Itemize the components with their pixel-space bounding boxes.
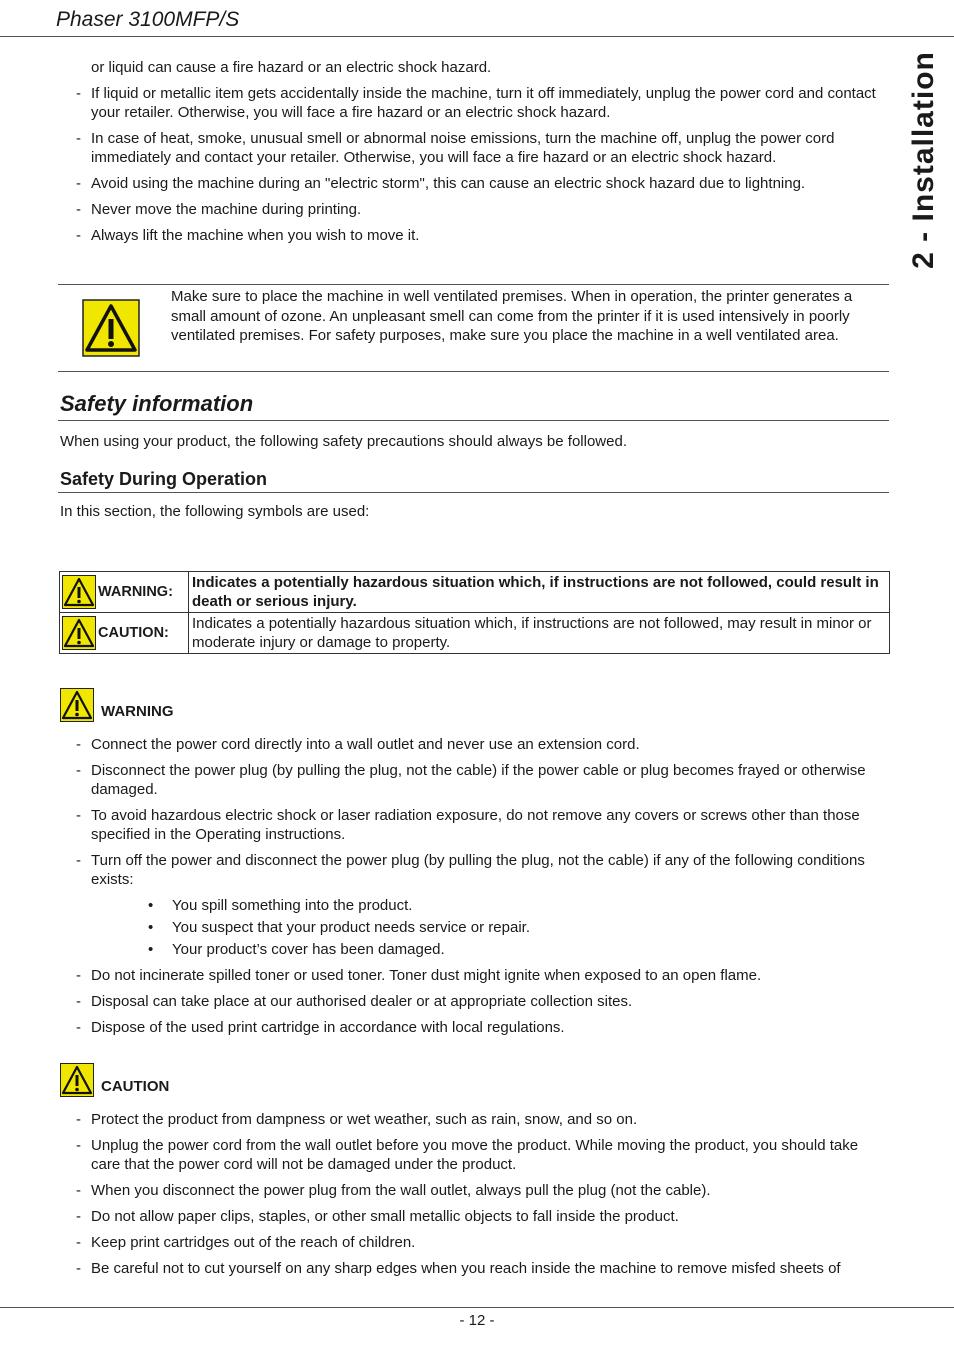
subheading-divider (58, 492, 889, 493)
footer-divider (0, 1307, 954, 1308)
symbols-table (59, 571, 890, 654)
list-item: - Protect the product from dampness or wet weather, such as rain, snow, and so on. (76, 1111, 638, 1128)
list-item: - Dispose of the used print cartridge in accordance with local regulations. (76, 1019, 565, 1036)
safety-intro-text: When using your product, the following safety precautions should always be followed. (60, 433, 627, 450)
list-item: - Connect the power cord directly into a wall outlet and never use an extension cord. (76, 736, 640, 753)
list-item: - Keep print cartridges out of the reach of children. (76, 1234, 416, 1251)
symbol-description: Indicates a potentially hazardous situation which, if instructions are not followed, may result in minor or moderate injury or damage to property. (189, 613, 890, 654)
list-item: - Do not allow paper clips, staples, or other small metallic objects to fall inside the product. (76, 1208, 679, 1225)
list-item: - Never move the machine during printing. (76, 201, 362, 218)
list-item: - Avoid using the machine during an "electric storm", this can cause an electric shock hazard due to lightning. (76, 175, 806, 192)
warning-triangle-icon (60, 688, 94, 722)
warning-section-label: WARNING (101, 703, 174, 720)
warning-triangle-icon (62, 575, 96, 609)
symbol-label: CAUTION: (98, 625, 169, 641)
list-item: - When you disconnect the power plug from the wall outlet, always pull the plug (not the cable). (76, 1182, 711, 1199)
sub-list-item: • Your product’s cover has been damaged. (148, 941, 445, 958)
list-item: - In case of heat, smoke, unusual smell or abnormal noise emissions, turn the machine off, unplug the power cord immediately and contact your retailer. Otherwise, you will face a fire hazard or an electric shock hazard. (76, 130, 835, 166)
table-row (60, 572, 890, 613)
list-item: - Disconnect the power plug (by pulling the plug, not the cable) if the power cable or plug becomes frayed or otherwise damaged. (76, 762, 866, 798)
list-item: - If liquid or metallic item gets accidentally inside the machine, turn it off immediately, unplug the power cord and contact your retailer. Otherwise, you will face a fire hazard or an electric shock hazard. (76, 85, 876, 121)
sub-list-item: • You spill something into the product. (148, 897, 413, 914)
symbol-label-cell (60, 572, 189, 613)
symbol-label-cell (60, 613, 189, 654)
list-item: - Do not incinerate spilled toner or used toner. Toner dust might ignite when exposed to an open flame. (76, 967, 762, 984)
symbols-intro-text: In this section, the following symbols are used: (60, 503, 370, 520)
subsection-heading-safety-during-operation: Safety During Operation (60, 469, 268, 489)
table-row (60, 613, 890, 654)
warning-list (76, 735, 891, 1044)
caution-section-header (60, 1063, 169, 1097)
list-item-continuation: or liquid can cause a fire hazard or an electric shock hazard. (91, 59, 492, 76)
header-divider (0, 36, 954, 37)
ventilation-note-box (58, 284, 889, 372)
symbol-description: Indicates a potentially hazardous situation which, if instructions are not followed, could result in death or serious injury. (189, 572, 890, 613)
symbol-label: WARNING: (98, 584, 173, 600)
caution-triangle-icon (60, 1063, 94, 1097)
warning-section-header (60, 688, 174, 722)
list-item: - Disposal can take place at our authorised dealer or at appropriate collection sites. (76, 993, 633, 1010)
intro-hazard-list (76, 58, 891, 252)
ventilation-note-text: Make sure to place the machine in well ventilated premises. When in operation, the printer generates a small amount of ozone. An unpleasant smell can come from the printer if it is used intensively in poorly ventilated premises. For safety purposes, make sure you place the machine in a well ventilated area. (171, 288, 853, 344)
list-item: - To avoid hazardous electric shock or laser radiation exposure, do not remove any covers or screws other than those specified in the Operating instructions. (76, 807, 860, 843)
list-item: - Unplug the power cord from the wall outlet before you move the product. While moving the product, you should take care that the power cord will not be damaged under the product. (76, 1137, 859, 1173)
list-item: - Turn off the power and disconnect the power plug (by pulling the plug, not the cable) if any of the following conditions exists: (76, 852, 865, 888)
chapter-side-tab-label: 2 - Installation (907, 51, 941, 269)
list-item: - Always lift the machine when you wish to move it. (76, 227, 420, 244)
document-title: Phaser 3100MFP/S (56, 8, 240, 31)
section-heading-safety-information: Safety information (60, 391, 254, 416)
chapter-side-tab (906, 51, 942, 269)
list-item: - Be careful not to cut yourself on any sharp edges when you reach inside the machine to remove misfed sheets of (76, 1260, 841, 1277)
warning-triangle-icon (82, 299, 140, 357)
caution-section-label: CAUTION (101, 1078, 170, 1095)
heading-divider (58, 420, 889, 421)
caution-list (76, 1110, 891, 1285)
caution-triangle-icon (62, 616, 96, 650)
page-number: - 12 - (459, 1312, 495, 1329)
conditions-sublist (148, 896, 891, 959)
sub-list-item: • You suspect that your product needs service or repair. (148, 919, 530, 936)
